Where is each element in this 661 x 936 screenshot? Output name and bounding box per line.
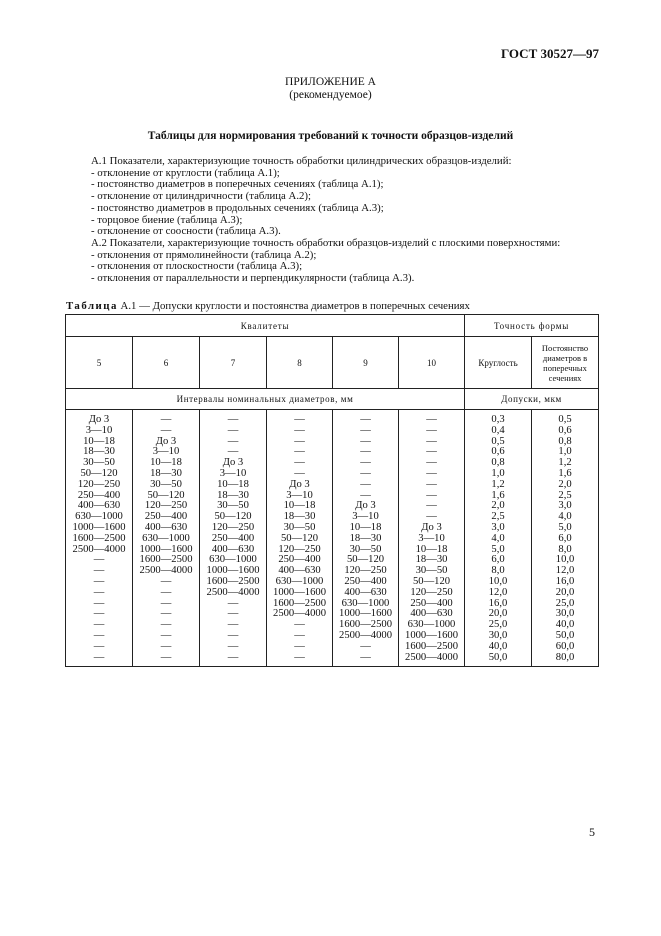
table-cell: — (66, 653, 133, 667)
table-cell: 3,0 (465, 523, 532, 534)
table-cell: — (399, 437, 465, 448)
header-diam-constancy: Постоянство диаметров в поперечных сечениях (532, 337, 599, 389)
table-cell: — (66, 609, 133, 620)
table-cell: 50,0 (532, 631, 599, 642)
table-row (66, 653, 599, 667)
table-cell: 630—1000 (200, 555, 267, 566)
table-row (66, 577, 599, 588)
table-cell: 120—250 (200, 523, 267, 534)
table-cell: — (200, 599, 267, 610)
table-row (66, 588, 599, 599)
table-cell: 10—18 (267, 501, 333, 512)
table-row (66, 620, 599, 631)
table-cell: 250—400 (133, 512, 200, 523)
table-cell: 1600—2500 (333, 620, 399, 631)
table-cell: 16,0 (532, 577, 599, 588)
table-cell: — (399, 426, 465, 437)
table-cell: 0,8 (465, 458, 532, 469)
table-cell: 30,0 (532, 609, 599, 620)
table-cell: — (399, 491, 465, 502)
table-cell: 0,5 (465, 437, 532, 448)
table-cell: 1,2 (532, 458, 599, 469)
table-cell: 18—30 (66, 447, 133, 458)
table-cell: 250—400 (399, 599, 465, 610)
table-cell: 40,0 (465, 642, 532, 653)
table-cell: 60,0 (532, 642, 599, 653)
table-cell: 8,0 (532, 545, 599, 556)
table-cell: 250—400 (66, 491, 133, 502)
table-cell: 12,0 (465, 588, 532, 599)
table-cell: 16,0 (465, 599, 532, 610)
table-cell: 6,0 (465, 555, 532, 566)
table-cell: — (66, 566, 133, 577)
table-cell: — (200, 620, 267, 631)
table-cell: 1600—2500 (267, 599, 333, 610)
table-caption-lead: Таблица (66, 300, 118, 312)
table-cell: 30,0 (465, 631, 532, 642)
table-cell: 10—18 (333, 523, 399, 534)
table-cell: — (267, 469, 333, 480)
table-cell: — (267, 410, 333, 426)
table-row (66, 410, 599, 426)
table-cell: — (133, 620, 200, 631)
table-cell: — (66, 555, 133, 566)
table-cell: 2500—4000 (66, 545, 133, 556)
table-cell: 50—120 (66, 469, 133, 480)
table-cell: До 3 (267, 480, 333, 491)
header-tolerances: Допуски, мкм (465, 389, 599, 410)
table-cell: До 3 (333, 501, 399, 512)
table-cell: 1000—1600 (333, 609, 399, 620)
tolerance-table (65, 314, 599, 667)
table-cell: 3—10 (267, 491, 333, 502)
table-cell: 1,6 (465, 491, 532, 502)
table-row (66, 458, 599, 469)
body-line: - отклонения от параллельности и перпендикулярности (таблица А.3). (91, 272, 415, 285)
table-cell: 30—50 (267, 523, 333, 534)
table-cell: — (66, 599, 133, 610)
body-line: - постоянство диаметров в поперечных сечениях (таблица А.1); (91, 178, 384, 191)
table-cell: 50—120 (133, 491, 200, 502)
table-cell: — (399, 458, 465, 469)
table-cell: — (133, 410, 200, 426)
table-cell: — (267, 620, 333, 631)
table-cell: — (333, 480, 399, 491)
table-cell: 1600—2500 (133, 555, 200, 566)
table-cell: — (399, 469, 465, 480)
table-cell: 12,0 (532, 566, 599, 577)
table-cell: — (66, 588, 133, 599)
table-cell: — (133, 609, 200, 620)
table-cell: — (200, 437, 267, 448)
table-cell: 400—630 (399, 609, 465, 620)
header-grade-7: 7 (200, 337, 267, 389)
header-form-accuracy: Точность формы (465, 315, 599, 337)
table-cell: 3—10 (333, 512, 399, 523)
table-cell: — (133, 599, 200, 610)
table-cell: 250—400 (333, 577, 399, 588)
table-cell: До 3 (66, 410, 133, 426)
header-grade-10: 10 (399, 337, 465, 389)
table-cell: 20,0 (532, 588, 599, 599)
table-cell: 50,0 (465, 653, 532, 667)
body-text (91, 156, 611, 285)
table-cell: 10,0 (532, 555, 599, 566)
body-line: - постоянство диаметров в продольных сечениях (таблица А.3); (91, 201, 384, 214)
table-cell: — (333, 642, 399, 653)
table-cell: — (267, 642, 333, 653)
table-row (66, 642, 599, 653)
table-cell: 5,0 (532, 523, 599, 534)
page-number: 5 (589, 825, 595, 839)
table-cell: — (399, 501, 465, 512)
table-cell: — (267, 426, 333, 437)
table-cell: 400—630 (333, 588, 399, 599)
table-cell: 10,0 (465, 577, 532, 588)
table-cell: — (66, 620, 133, 631)
table-cell: 1600—2500 (66, 534, 133, 545)
table-cell: 630—1000 (66, 512, 133, 523)
table-cell: 30—50 (200, 501, 267, 512)
table-cell: 50—120 (267, 534, 333, 545)
header-grade-9: 9 (333, 337, 399, 389)
table-cell: 18—30 (333, 534, 399, 545)
table-cell: 2500—4000 (333, 631, 399, 642)
table-cell: 8,0 (465, 566, 532, 577)
table-cell: — (66, 642, 133, 653)
header-grade-6: 6 (133, 337, 200, 389)
table-cell: 630—1000 (333, 599, 399, 610)
table-cell: 4,0 (532, 512, 599, 523)
table-cell: — (399, 447, 465, 458)
table-cell: 400—630 (66, 501, 133, 512)
table-cell: 1000—1600 (267, 588, 333, 599)
table-cell: 80,0 (532, 653, 599, 667)
table-cell: 18—30 (399, 555, 465, 566)
standard-number: ГОСТ 30527—97 (500, 46, 599, 61)
table-cell: 400—630 (200, 545, 267, 556)
table-cell: — (200, 631, 267, 642)
table-cell: — (399, 512, 465, 523)
table-cell: — (267, 437, 333, 448)
table-cell: 10—18 (133, 458, 200, 469)
table-cell: 50—120 (333, 555, 399, 566)
table-row (66, 534, 599, 545)
table-cell: 3—10 (399, 534, 465, 545)
body-line: А.1 Показатели, характеризующие точность обработки цилиндрических образцов-изделий: (91, 155, 512, 167)
table-cell: — (133, 642, 200, 653)
table-cell: 0,4 (465, 426, 532, 437)
table-cell: — (333, 469, 399, 480)
table-cell: — (200, 410, 267, 426)
section-title: Таблицы для нормирования требований к точности образцов-изделий (147, 130, 514, 142)
table-cell: — (399, 480, 465, 491)
table-cell: 18—30 (200, 491, 267, 502)
table-cell: — (333, 653, 399, 667)
table-cell: 630—1000 (267, 577, 333, 588)
table-cell: 18—30 (267, 512, 333, 523)
header-kvalitety: Квалитеты (66, 315, 465, 337)
table-cell: 50—120 (200, 512, 267, 523)
table-cell: 1600—2500 (399, 642, 465, 653)
appendix-subtitle: (рекомендуемое) (289, 89, 372, 101)
table-cell: 40,0 (532, 620, 599, 631)
table-cell: 1,2 (465, 480, 532, 491)
table-cell: 0,6 (465, 447, 532, 458)
body-line: - отклонение от круглости (таблица А.1); (91, 166, 280, 179)
table-cell: 1000—1600 (66, 523, 133, 534)
table-cell: 630—1000 (133, 534, 200, 545)
table-cell: — (133, 631, 200, 642)
table-cell: 4,0 (465, 534, 532, 545)
table-cell: — (200, 447, 267, 458)
table-cell: 2,5 (465, 512, 532, 523)
table-cell: — (333, 437, 399, 448)
table-cell: 2,5 (532, 491, 599, 502)
header-grade-8: 8 (267, 337, 333, 389)
body-line: - отклонения от прямолинейности (таблица А.2); (91, 248, 317, 261)
table-cell: 120—250 (133, 501, 200, 512)
table-cell: 20,0 (465, 609, 532, 620)
table-row (66, 599, 599, 610)
table-cell: 1,0 (465, 469, 532, 480)
table-cell: — (333, 491, 399, 502)
table-row (66, 480, 599, 491)
appendix-title: ПРИЛОЖЕНИЕ А (285, 76, 376, 88)
table-cell: 30—50 (66, 458, 133, 469)
table-cell: — (200, 653, 267, 667)
table-cell: 18—30 (133, 469, 200, 480)
table-row (66, 566, 599, 577)
table-cell: 0,6 (532, 426, 599, 437)
table-cell: 1000—1600 (399, 631, 465, 642)
table-cell: 30—50 (333, 545, 399, 556)
table-cell: 3—10 (200, 469, 267, 480)
appendix-heading (0, 76, 661, 102)
table-cell: — (133, 426, 200, 437)
table-cell: 2500—4000 (133, 566, 200, 577)
table-cell: — (267, 447, 333, 458)
table-cell: — (267, 653, 333, 667)
table-cell: 3,0 (532, 501, 599, 512)
table-cell: — (267, 458, 333, 469)
table-cell: — (333, 426, 399, 437)
table-cell: 400—630 (133, 523, 200, 534)
body-line: - торцовое биение (таблица А.3); (91, 213, 243, 226)
table-cell: 25,0 (532, 599, 599, 610)
table-cell: 6,0 (532, 534, 599, 545)
table-cell: 1,0 (532, 447, 599, 458)
table-row (66, 469, 599, 480)
table-cell: 2500—4000 (267, 609, 333, 620)
table-cell: До 3 (200, 458, 267, 469)
table-cell: 10—18 (66, 437, 133, 448)
table-cell: — (267, 631, 333, 642)
table-cell: — (399, 410, 465, 426)
table-cell: 120—250 (399, 588, 465, 599)
table-cell: До 3 (399, 523, 465, 534)
table-cell: 0,3 (465, 410, 532, 426)
table-cell: 630—1000 (399, 620, 465, 631)
table-cell: 1,6 (532, 469, 599, 480)
table-cell: 50—120 (399, 577, 465, 588)
table-cell: — (333, 447, 399, 458)
table-cell: 2500—4000 (200, 588, 267, 599)
header-grade-5: 5 (66, 337, 133, 389)
table-cell: 25,0 (465, 620, 532, 631)
table-cell: — (333, 458, 399, 469)
table-cell: — (133, 577, 200, 588)
table-caption-text: А.1 — Допуски круглости и постоянства диаметров в поперечных сечениях (117, 300, 470, 312)
table-cell: — (66, 577, 133, 588)
table-cell: 250—400 (267, 555, 333, 566)
table-row (66, 426, 599, 437)
table-cell: 400—630 (267, 566, 333, 577)
table-cell: 10—18 (399, 545, 465, 556)
table-cell: 3—10 (66, 426, 133, 437)
body-line: А.2 Показатели, характеризующие точность обработки образцов-изделий с плоскими поверхностями: (91, 236, 561, 249)
table-row (66, 447, 599, 458)
table-cell: 120—250 (333, 566, 399, 577)
table-cell: 2,0 (532, 480, 599, 491)
table-cell: 120—250 (66, 480, 133, 491)
table-cell: — (133, 588, 200, 599)
table-cell: 1000—1600 (133, 545, 200, 556)
table-row (66, 437, 599, 448)
table-cell: — (200, 609, 267, 620)
table-caption (66, 300, 470, 312)
table-cell: 30—50 (399, 566, 465, 577)
table-cell: — (333, 410, 399, 426)
body-line: - отклонения от плоскостности (таблица А.3); (91, 260, 303, 273)
table-cell: — (200, 642, 267, 653)
table-body (66, 410, 599, 667)
table-cell: — (200, 426, 267, 437)
body-line: - отклонение от цилиндричности (таблица А.2); (91, 190, 312, 203)
table-cell: 0,8 (532, 437, 599, 448)
table-cell: 5,0 (465, 545, 532, 556)
table-cell: 3—10 (133, 447, 200, 458)
table-cell: 2500—4000 (399, 653, 465, 667)
table-cell: — (133, 653, 200, 667)
table-row (66, 609, 599, 620)
table-cell: 1600—2500 (200, 577, 267, 588)
table-cell: 0,5 (532, 410, 599, 426)
table-cell: 120—250 (267, 545, 333, 556)
header-roundness: Круглость (465, 337, 532, 389)
table-cell: 1000—1600 (200, 566, 267, 577)
body-line: - отклонение от соосности (таблица А.3). (91, 225, 281, 238)
table-cell: — (66, 631, 133, 642)
header-intervals: Интервалы номинальных диаметров, мм (66, 389, 465, 410)
table-cell: 30—50 (133, 480, 200, 491)
table-row (66, 631, 599, 642)
table-cell: До 3 (133, 437, 200, 448)
table-cell: 250—400 (200, 534, 267, 545)
table-cell: 2,0 (465, 501, 532, 512)
table-cell: 10—18 (200, 480, 267, 491)
